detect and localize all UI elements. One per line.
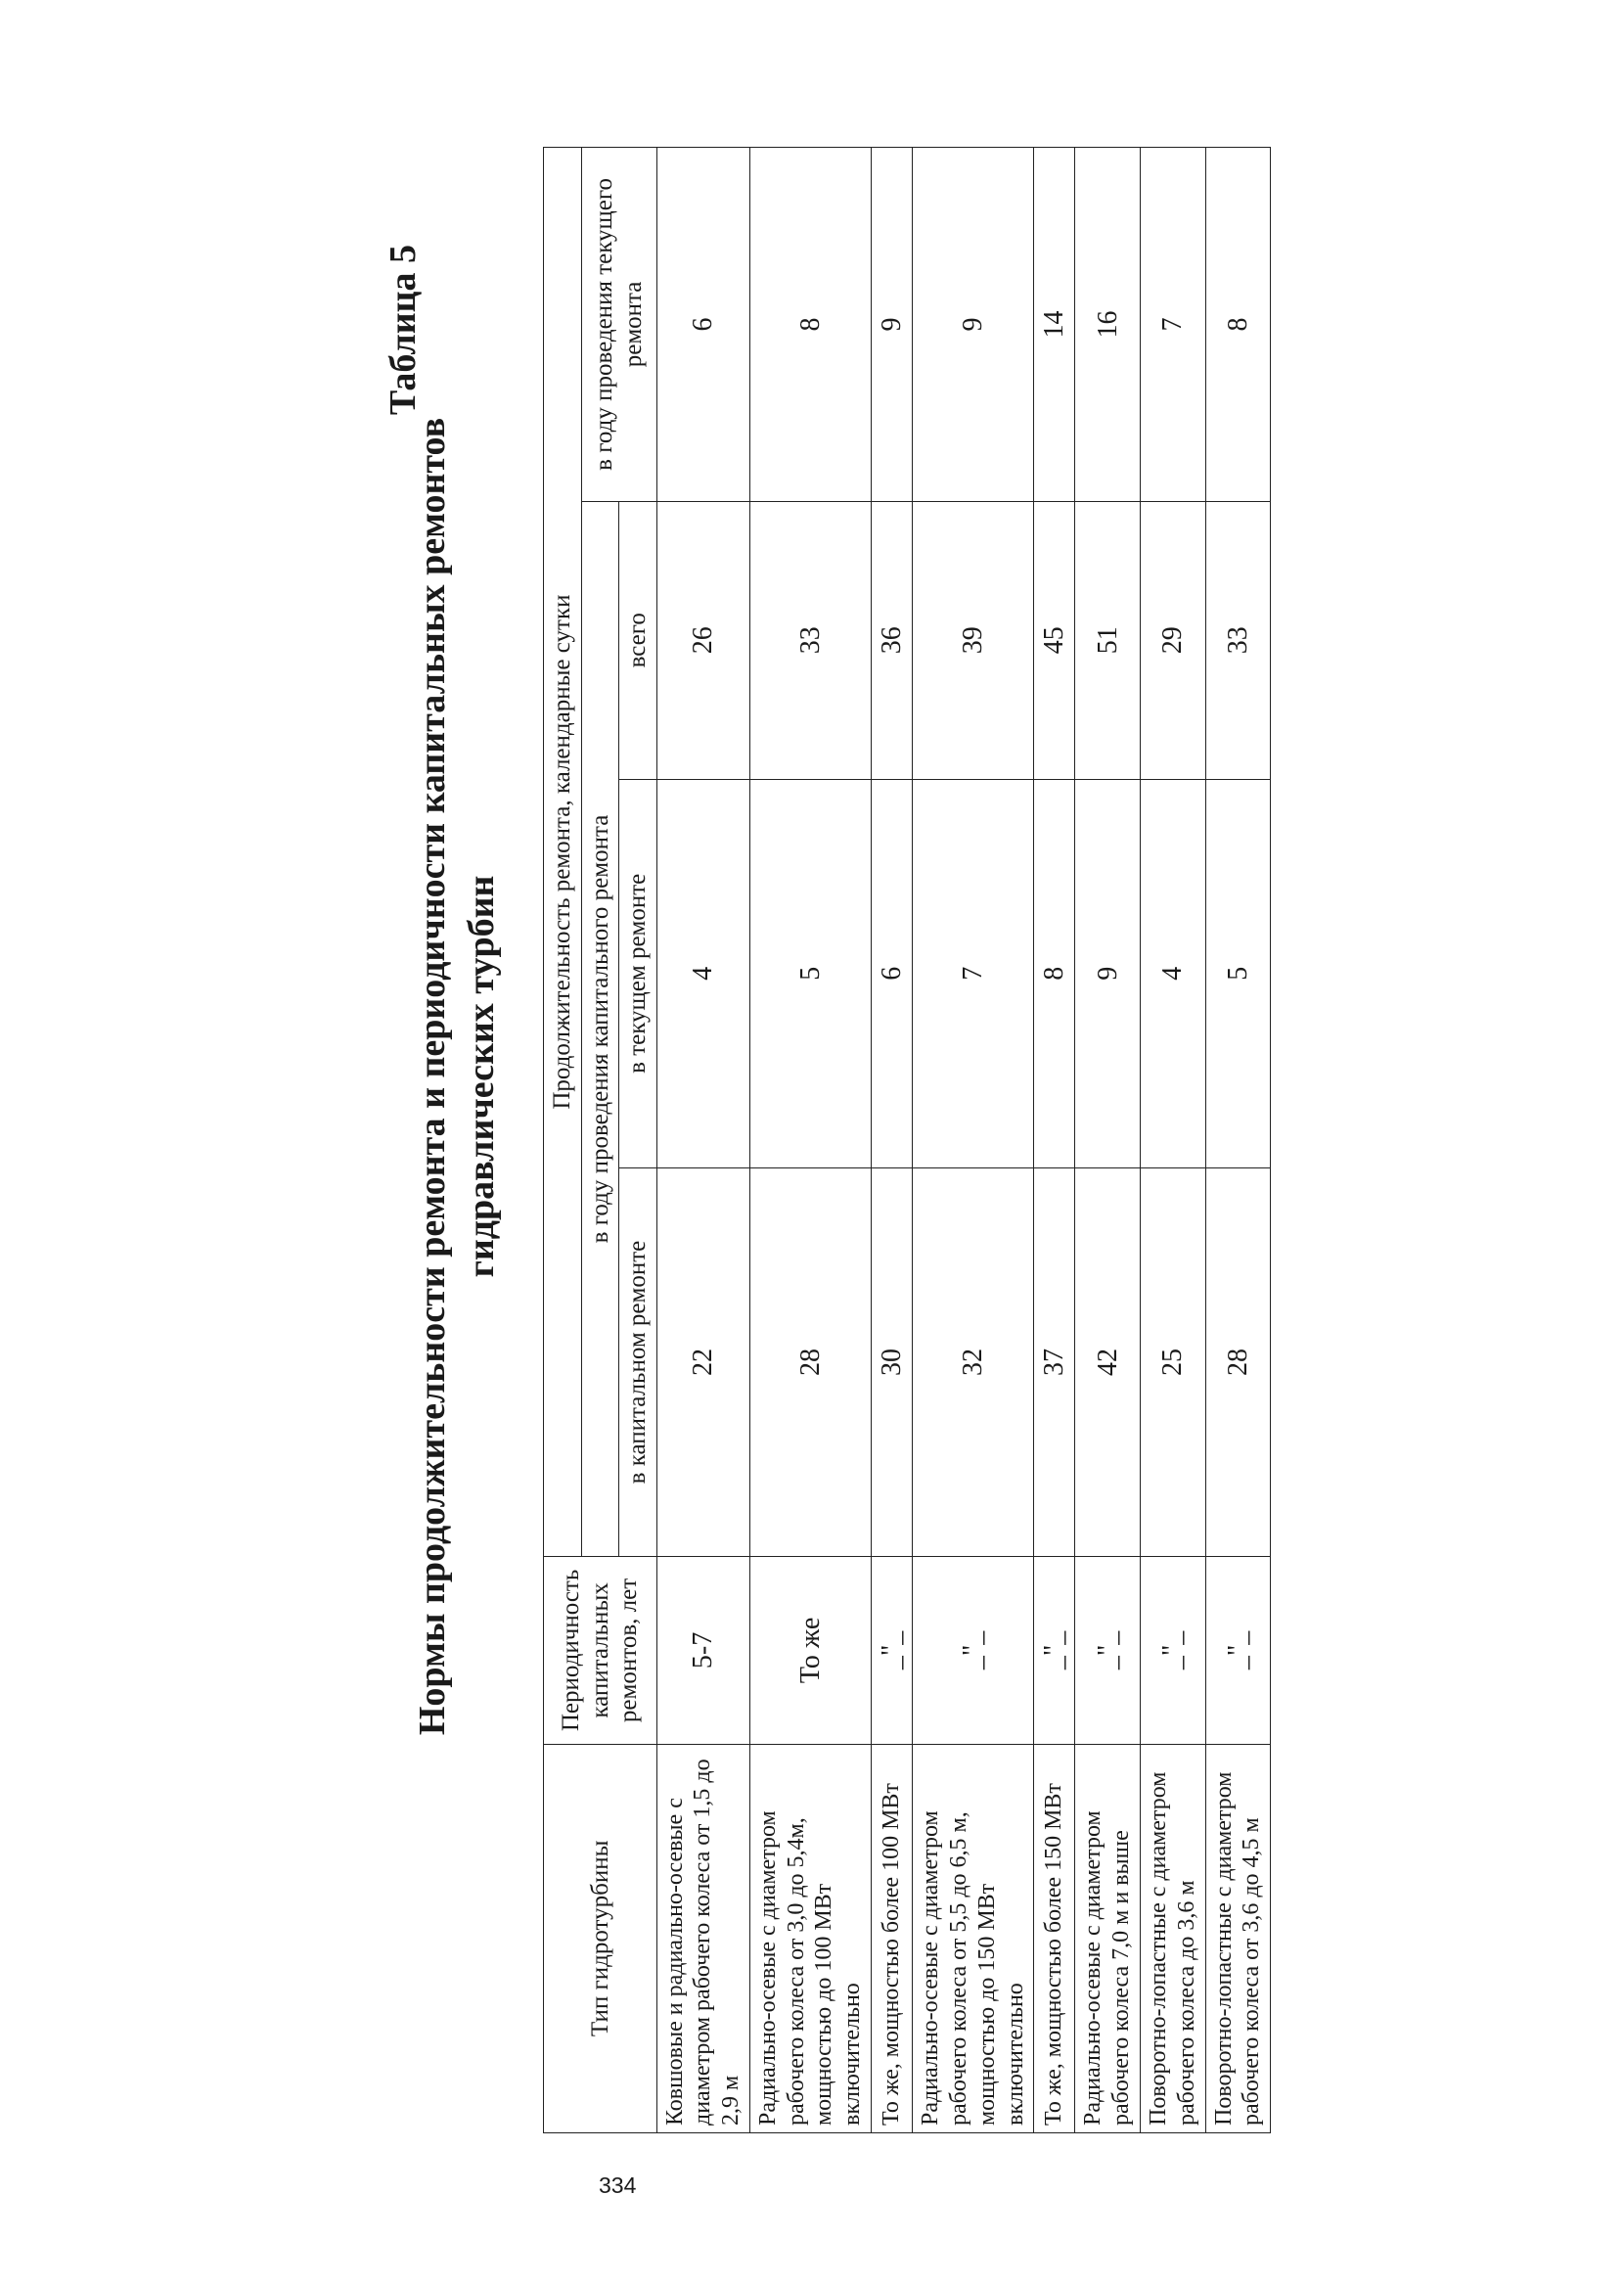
cell-current: 6	[872, 779, 913, 1167]
cell-type: Поворотно-лопастные с диаметром рабочего колеса до 3,6 м	[1140, 1744, 1205, 2132]
cell-capital: 30	[872, 1167, 913, 1556]
cell-period: _"_	[872, 1557, 913, 1745]
header-in-current: в текущем ремонте	[619, 779, 657, 1167]
header-in-capital: в капитальном ремонте	[619, 1167, 657, 1556]
cell-current: 4	[1140, 779, 1205, 1167]
header-period: Периодичность капитальных ремонтов, лет	[544, 1557, 657, 1745]
cell-period: _"_	[1140, 1557, 1205, 1745]
table-label: Таблица 5	[383, 245, 424, 416]
cell-current: 7	[913, 779, 1034, 1167]
cell-period: _"_	[1075, 1557, 1141, 1745]
cell-total: 33	[1205, 501, 1271, 779]
cell-capital: 25	[1140, 1167, 1205, 1556]
table-row	[656, 148, 749, 2133]
table-row	[1075, 148, 1141, 2133]
cell-total: 51	[1075, 501, 1141, 779]
table-row	[1034, 148, 1075, 2133]
cell-total: 29	[1140, 501, 1205, 779]
cell-capital: 32	[913, 1167, 1034, 1556]
cell-current-year: 9	[872, 148, 913, 502]
cell-type: То же, мощностью более 150 МВт	[1034, 1744, 1075, 2132]
header-in-year-current: в году проведения текущего ремонта	[581, 148, 656, 502]
cell-capital: 37	[1034, 1167, 1075, 1556]
cell-total: 39	[913, 501, 1034, 779]
cell-type: Радиально-осевые с диаметром рабочего колеса от 5,5 до 6,5 м, мощностью до 150 МВт включительно	[913, 1744, 1034, 2132]
table-row	[1205, 148, 1271, 2133]
table-row	[1140, 148, 1205, 2133]
header-in-year-capital: в году проведения капитального ремонта	[581, 501, 619, 1556]
cell-period: 5-7	[656, 1557, 749, 1745]
cell-current: 5	[1205, 779, 1271, 1167]
cell-current-year: 8	[1205, 148, 1271, 502]
cell-type: Ковшовые и радиально-осевые с диаметром рабочего колеса от 1,5 до 2,9 м	[656, 1744, 749, 2132]
cell-period: То же	[749, 1557, 871, 1745]
cell-period: _"_	[1205, 1557, 1271, 1745]
cell-capital: 42	[1075, 1167, 1141, 1556]
cell-capital: 22	[656, 1167, 749, 1556]
cell-type: Радиально-осевые с диаметром рабочего колеса от 3,0 до 5,4м, мощностью до 100 МВт включительно	[749, 1744, 871, 2132]
cell-current-year: 8	[749, 148, 871, 502]
table-title-line1: Нормы продолжительности ремонта и периодичности капитальных ремонтов	[412, 417, 453, 1736]
cell-current: 5	[749, 779, 871, 1167]
cell-total: 36	[872, 501, 913, 779]
cell-current-year: 16	[1075, 148, 1141, 502]
table-row	[872, 148, 913, 2133]
cell-type: Поворотно-лопастные с диаметром рабочего колеса от 3,6 до 4,5 м	[1205, 1744, 1271, 2132]
cell-total: 45	[1034, 501, 1075, 779]
table-row	[913, 148, 1034, 2133]
cell-total: 26	[656, 501, 749, 779]
norms-table	[543, 147, 1271, 2133]
cell-period: _"_	[913, 1557, 1034, 1745]
cell-current: 9	[1075, 779, 1141, 1167]
table-title-line2: гидравлических турбин	[461, 875, 502, 1278]
cell-current-year: 7	[1140, 148, 1205, 502]
cell-capital: 28	[749, 1167, 871, 1556]
header-total: всего	[619, 501, 657, 779]
cell-current-year: 14	[1034, 148, 1075, 502]
cell-type: То же, мощностью более 100 МВт	[872, 1744, 913, 2132]
header-duration: Продолжительность ремонта, календарные сутки	[544, 148, 582, 1557]
cell-period: _"_	[1034, 1557, 1075, 1745]
header-type: Тип гидротурбины	[544, 1744, 657, 2132]
cell-type: Радиально-осевые с диаметром рабочего колеса 7,0 м и выше	[1075, 1744, 1141, 2132]
cell-capital: 28	[1205, 1167, 1271, 1556]
cell-current-year: 9	[913, 148, 1034, 502]
page-number: 334	[599, 2172, 637, 2198]
cell-total: 33	[749, 501, 871, 779]
header-row-1	[544, 148, 582, 2133]
table-row	[749, 148, 871, 2133]
rotated-page	[372, 78, 1526, 2133]
cell-current: 4	[656, 779, 749, 1167]
table-body	[656, 148, 1271, 2133]
cell-current: 8	[1034, 779, 1075, 1167]
cell-current-year: 6	[656, 148, 749, 502]
